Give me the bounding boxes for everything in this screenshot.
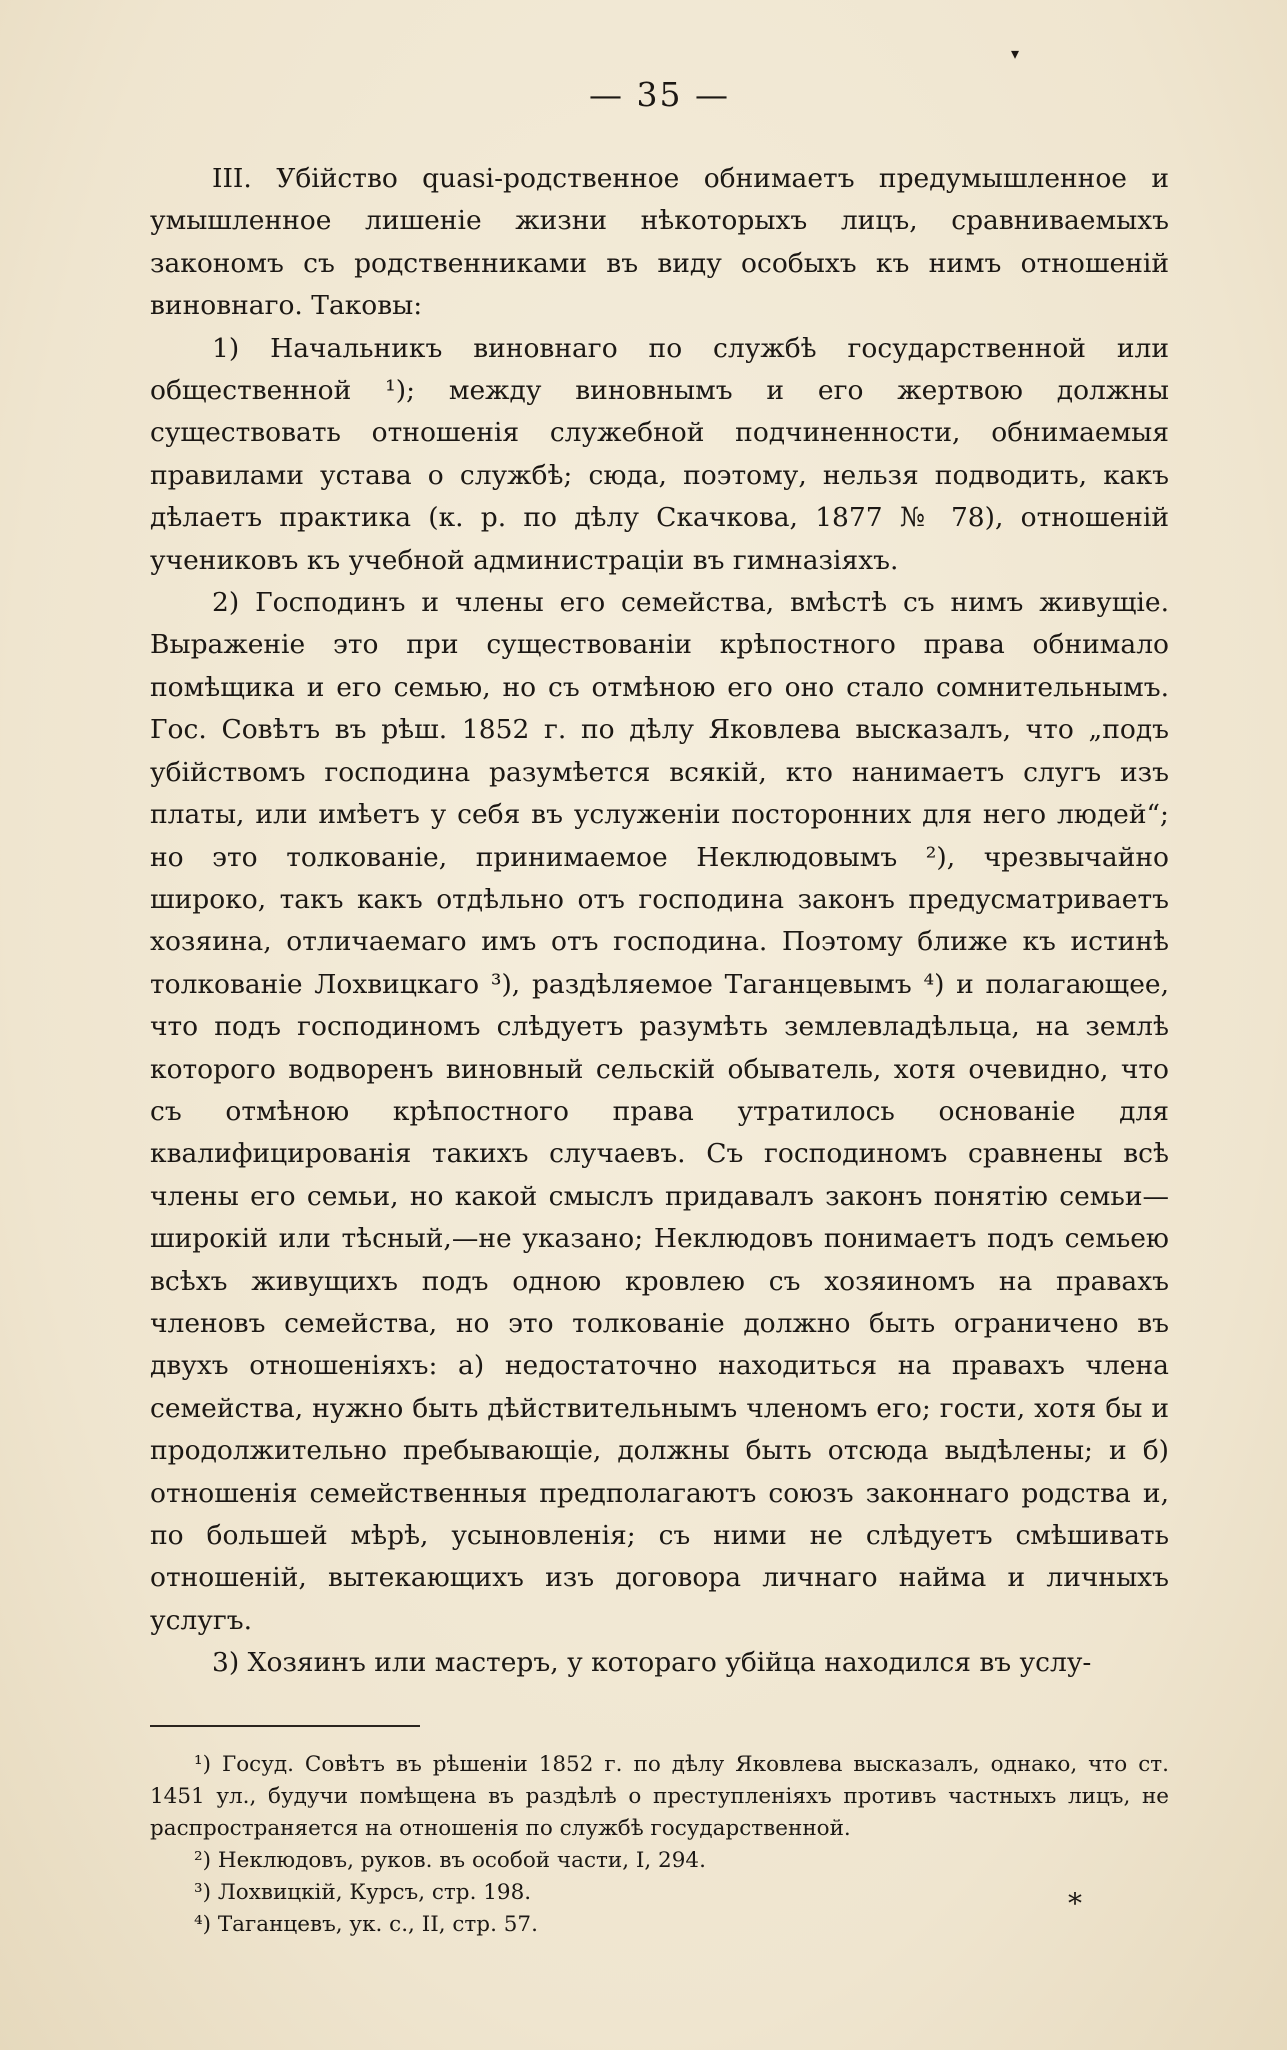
- footnote-1: ¹) Госуд. Совѣтъ въ рѣшеніи 1852 г. по дѣлу Яковлева высказалъ, однако, что ст. 1451 ул., будучи помѣщена въ раздѣлѣ о преступленіяхъ противъ частныхъ лицъ, не распространяется на отношенія по службѣ государственной.: [150, 1751, 1169, 1841]
- paragraph-item-3: 3) Хозяинъ или мастеръ, у котораго убійца находился въ услу-: [212, 1647, 1092, 1679]
- paragraph-item-1: 1) Начальникъ виновнаго по службѣ государственной или общественной ¹); между виновнымъ и его жертвою должны существовать отношенія служебной подчиненности, обнимаемыя правилами устава о службѣ; сюда, поэтому, нельзя подводить, какъ дѣлаетъ практика (к. р. по дѣлу Скачкова, 1877 № 78), отношеній учениковъ къ учебной администраціи въ гимназіяхъ.: [150, 332, 1169, 576]
- page-number: — 35 —: [589, 75, 730, 114]
- corner-mark: ▾: [1010, 44, 1019, 63]
- paragraph-item-2: 2) Господинъ и члены его семейства, вмѣстѣ съ нимъ живущіе. Выраженіе это при существованіи крѣпостного права обнимало помѣщика и его семью, но съ отмѣною его оно стало сомнительнымъ. Гос. Совѣтъ въ рѣш. 1852 г. по дѣлу Яковлева высказалъ, что „подъ убійствомъ господина разумѣется всякій, кто нанимаетъ слугъ изъ платы, или имѣетъ у себя въ услуженіи посторонних для него людей“; но это толкованіе, принимаемое Неклюдовымъ ²), чрезвычайно широко, такъ какъ отдѣльно отъ господина законъ предусматриваетъ хозяина, отличаемаго имъ отъ господина. Поэтому ближе къ истинѣ толкованіе Лохвицкаго ³), раздѣляемое Таганцевымъ ⁴) и полагающее, что подъ господиномъ слѣдуетъ разумѣть землевладѣльца, на землѣ которого водворенъ виновный сельскій обыватель, хотя очевидно, что съ отмѣною крѣпостного права утратилось основаніе для квалифицированія такихъ случаевъ. Съ господиномъ сравнены всѣ члены его семьи, но какой смыслъ придавалъ законъ понятію семьи—широкій или тѣсный,—не указано; Неклюдовъ понимаетъ подъ семьею всѣхъ живущихъ подъ одною кровлею съ хозяиномъ на правахъ членовъ семейства, но это толкованіе должно быть ограничено въ двухъ отношеніяхъ: а) недостаточно находиться на правахъ члена семейства, нужно быть дѣйствительнымъ членомъ его; гости, хотя бы и продолжительно пребывающіе, должны быть отсюда выдѣлены; и б) отношенія семейственныя предполагаютъ союзъ законнаго родства и, по большей мѣрѣ, усыновленія; съ ними не слѣдуетъ смѣшивать отношеній, вытекающихъ изъ договора личнаго найма и личныхъ услугъ.: [150, 587, 1169, 1636]
- footnotes: [150, 1749, 1169, 1941]
- footnote-4: ⁴) Таганцевъ, ук. с., II, стр. 57.: [194, 1911, 538, 1937]
- signature-mark: *: [1068, 1887, 1082, 1920]
- footnote-divider: [150, 1725, 420, 1727]
- main-text: [150, 158, 1169, 1685]
- footnote-3: ³) Лохвицкій, Курсъ, стр. 198.: [194, 1879, 532, 1905]
- paragraph-section-iii: III. Убійство quasi-родственное обнимаетъ предумышленное и умышленное лишеніе жизни нѣкоторыхъ лицъ, сравниваемыхъ закономъ съ родственниками въ виду особыхъ къ нимъ отношеній виновнаго. Таковы:: [150, 163, 1169, 322]
- footnote-2: ²) Неклюдовъ, руков. въ особой части, I, 294.: [194, 1847, 706, 1873]
